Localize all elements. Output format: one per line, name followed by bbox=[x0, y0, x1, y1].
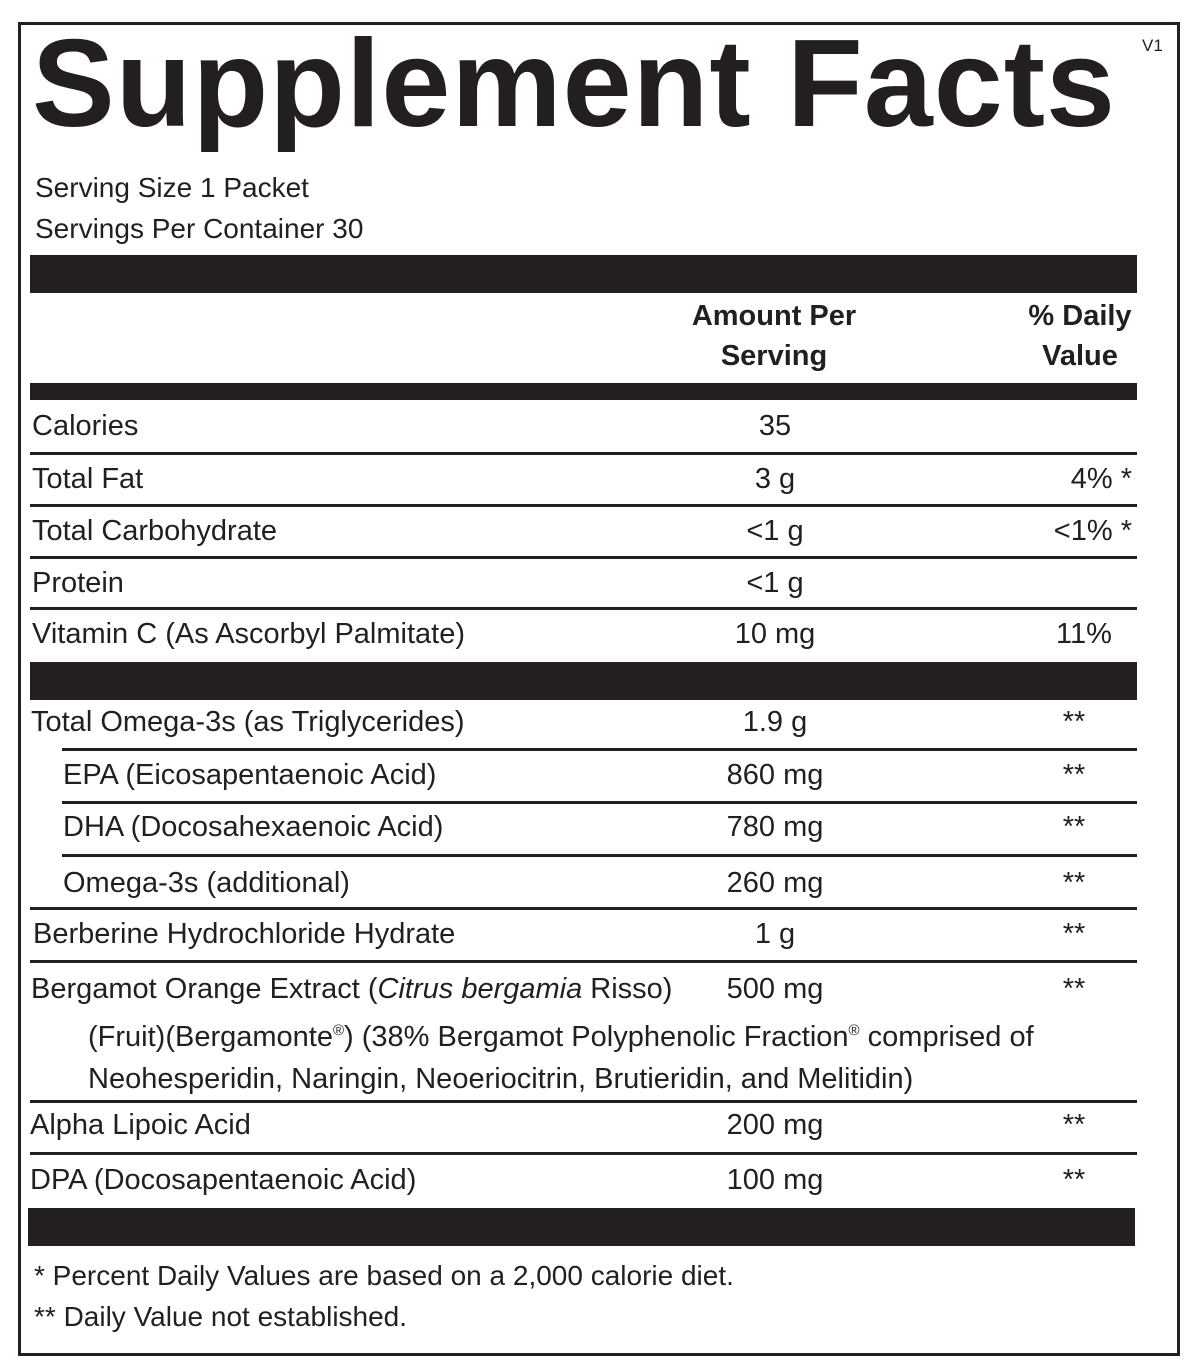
divider-bar-top bbox=[30, 255, 1137, 293]
registered-mark: ® bbox=[848, 1022, 860, 1039]
divider-bar-middle bbox=[30, 662, 1137, 700]
footnote-dv-not-established: ** Daily Value not established. bbox=[34, 1301, 408, 1332]
row-divider bbox=[62, 748, 1137, 751]
nutrient-name: Total Carbohydrate bbox=[32, 515, 278, 547]
nutrient-amount: 260 mg bbox=[726, 867, 824, 899]
row-divider bbox=[30, 452, 1137, 455]
divider-bar-header bbox=[30, 383, 1137, 400]
nutrient-daily-value: ** bbox=[1062, 1164, 1086, 1196]
nutrient-amount: 1.9 g bbox=[742, 706, 808, 738]
nutrient-daily-value: ** bbox=[1062, 811, 1086, 843]
header-daily-value bbox=[990, 296, 1170, 376]
row-divider bbox=[30, 1152, 1137, 1155]
nutrient-daily-value: ** bbox=[1062, 973, 1086, 1005]
nutrient-daily-value: 4% * bbox=[1070, 463, 1132, 495]
servings-per-container: Servings Per Container 30 bbox=[35, 213, 364, 244]
nutrient-amount: 3 g bbox=[754, 463, 796, 495]
row-divider bbox=[30, 556, 1137, 559]
nutrient-amount: 1 g bbox=[754, 918, 796, 950]
nutrient-name: Vitamin C (As Ascorbyl Palmitate) bbox=[32, 618, 465, 650]
nutrient-name: Total Omega-3s (as Triglycerides) bbox=[31, 706, 465, 738]
nutrient-name: EPA (Eicosapentaenoic Acid) bbox=[63, 759, 437, 791]
row-divider bbox=[30, 960, 1137, 963]
nutrient-name: Alpha Lipoic Acid bbox=[30, 1109, 251, 1141]
bergamot-desc-part: (Fruit)(Bergamonte bbox=[88, 1021, 333, 1053]
row-divider bbox=[30, 1100, 1137, 1103]
divider-bar-bottom bbox=[28, 1208, 1135, 1246]
nutrient-name: Total Fat bbox=[32, 463, 144, 495]
footnote-percent-dv: * Percent Daily Values are based on a 2,000 calorie diet. bbox=[34, 1260, 734, 1291]
row-divider bbox=[30, 504, 1137, 507]
version-label: V1 bbox=[1142, 36, 1163, 55]
row-divider bbox=[30, 907, 1137, 910]
nutrient-amount: 500 mg bbox=[726, 973, 824, 1005]
panel-title: Supplement Facts bbox=[32, 15, 1116, 153]
bergamot-description-line2: Neohesperidin, Naringin, Neoeriocitrin, Brutieridin, and Melitidin) bbox=[88, 1063, 914, 1095]
header-amount-line1: Amount Per bbox=[691, 300, 857, 332]
bergamot-description-line1 bbox=[88, 1010, 1034, 1058]
nutrient-daily-value: ** bbox=[1062, 867, 1086, 899]
nutrient-daily-value: ** bbox=[1062, 759, 1086, 791]
nutrient-daily-value: ** bbox=[1062, 918, 1086, 950]
nutrient-amount: 780 mg bbox=[726, 811, 824, 843]
bergamot-desc-part: ) (38% Bergamot Polyphenolic Fraction bbox=[344, 1021, 849, 1053]
nutrient-daily-value: 11% bbox=[1056, 618, 1112, 650]
nutrient-amount: 100 mg bbox=[726, 1164, 824, 1196]
nutrient-name: Protein bbox=[32, 567, 124, 599]
header-dv-line1: % Daily bbox=[1028, 300, 1132, 332]
serving-size: Serving Size 1 Packet bbox=[35, 172, 309, 203]
nutrient-amount: 200 mg bbox=[726, 1109, 824, 1141]
nutrient-daily-value: ** bbox=[1062, 706, 1086, 738]
nutrient-name bbox=[31, 973, 672, 1006]
nutrient-daily-value: ** bbox=[1062, 1109, 1086, 1141]
nutrient-amount: <1 g bbox=[746, 515, 804, 547]
nutrient-daily-value: <1% * bbox=[1053, 515, 1132, 547]
nutrient-name: DHA (Docosahexaenoic Acid) bbox=[63, 811, 444, 843]
header-amount-line2: Serving bbox=[720, 340, 828, 372]
bergamot-name-post: Risso) bbox=[582, 973, 673, 1005]
nutrient-name: DPA (Docosapentaenoic Acid) bbox=[30, 1164, 417, 1196]
nutrient-amount: 860 mg bbox=[726, 759, 824, 791]
nutrient-name: Omega-3s (additional) bbox=[63, 867, 350, 899]
nutrient-amount: 10 mg bbox=[734, 618, 816, 650]
row-divider bbox=[62, 801, 1137, 804]
nutrient-amount: 35 bbox=[758, 410, 792, 442]
nutrient-amount: <1 g bbox=[746, 567, 804, 599]
row-divider bbox=[30, 607, 1137, 610]
row-divider bbox=[62, 854, 1137, 857]
header-amount-per-serving bbox=[650, 296, 898, 376]
header-dv-line2: Value bbox=[1042, 340, 1118, 372]
nutrient-name: Calories bbox=[32, 410, 139, 442]
bergamot-name-pre: Bergamot Orange Extract ( bbox=[31, 973, 378, 1005]
bergamot-desc-part: comprised of bbox=[859, 1021, 1034, 1053]
nutrient-name: Berberine Hydrochloride Hydrate bbox=[33, 918, 456, 950]
bergamot-name-latin: Citrus bergamia bbox=[377, 973, 583, 1005]
bergamot-description bbox=[88, 1010, 1034, 1100]
registered-mark: ® bbox=[332, 1022, 345, 1039]
